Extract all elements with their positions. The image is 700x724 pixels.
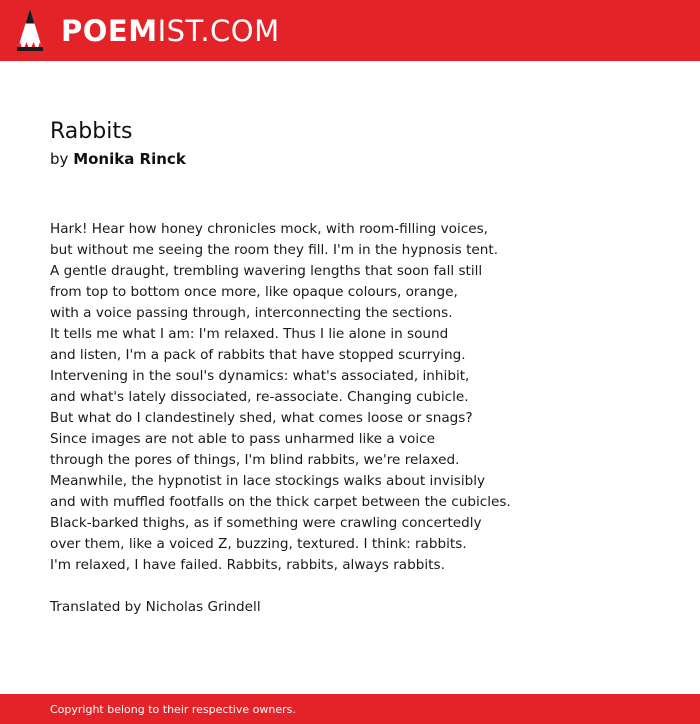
translator-credit: Translated by Nicholas Grindell	[50, 599, 261, 615]
poem-body	[50, 219, 670, 576]
copyright-notice: Copyright belong to their respective owners.	[50, 703, 296, 716]
poem-line: Hark! Hear how honey chronicles mock, with room-filling voices,	[50, 221, 488, 237]
logo-light-text: IST.COM	[157, 14, 280, 48]
site-logo[interactable]	[61, 13, 280, 49]
poem-line: Meanwhile, the hypnotist in lace stockings walks about invisibly	[50, 473, 486, 489]
poem-line: I'm relaxed, I have failed. Rabbits, rabbits, always rabbits.	[50, 557, 445, 573]
byline	[50, 149, 186, 169]
poem-line: Since images are not able to pass unharmed like a voice	[50, 431, 435, 447]
poem-line: with a voice passing through, interconnecting the sections.	[50, 305, 453, 321]
poem-line: A gentle draught, trembling wavering lengths that soon fall still	[50, 263, 483, 279]
poem-title: Rabbits	[50, 119, 133, 144]
logo-bold-text: POEM	[61, 14, 158, 48]
poem-line: over them, like a voiced Z, buzzing, textured. I think: rabbits.	[50, 536, 467, 552]
poem-line: through the pores of things, I'm blind rabbits, we're relaxed.	[50, 452, 460, 468]
poem-line: But what do I clandestinely shed, what comes loose or snags?	[50, 410, 473, 426]
poem-line: from top to bottom once more, like opaque colours, orange,	[50, 284, 458, 300]
poem-line: and listen, I'm a pack of rabbits that have stopped scurrying.	[50, 347, 466, 363]
poem-line: and with muffled footfalls on the thick carpet between the cubicles.	[50, 494, 511, 510]
poem-line: and what's lately dissociated, re-associate. Changing cubicle.	[50, 389, 469, 405]
poem-line: Black-barked thighs, as if something were crawling concertedly	[50, 515, 482, 531]
by-label: by	[50, 150, 69, 168]
poem-line: It tells me what I am: I'm relaxed. Thus I lie alone in sound	[50, 326, 449, 342]
author-link[interactable]: Monika Rinck	[73, 150, 186, 168]
pencil-icon[interactable]	[17, 9, 43, 51]
site-header	[0, 0, 700, 61]
poem-line: Intervening in the soul's dynamics: what's associated, inhibit,	[50, 368, 470, 384]
poem-line: but without me seeing the room they fill. I'm in the hypnosis tent.	[50, 242, 499, 258]
site-footer	[0, 694, 700, 724]
